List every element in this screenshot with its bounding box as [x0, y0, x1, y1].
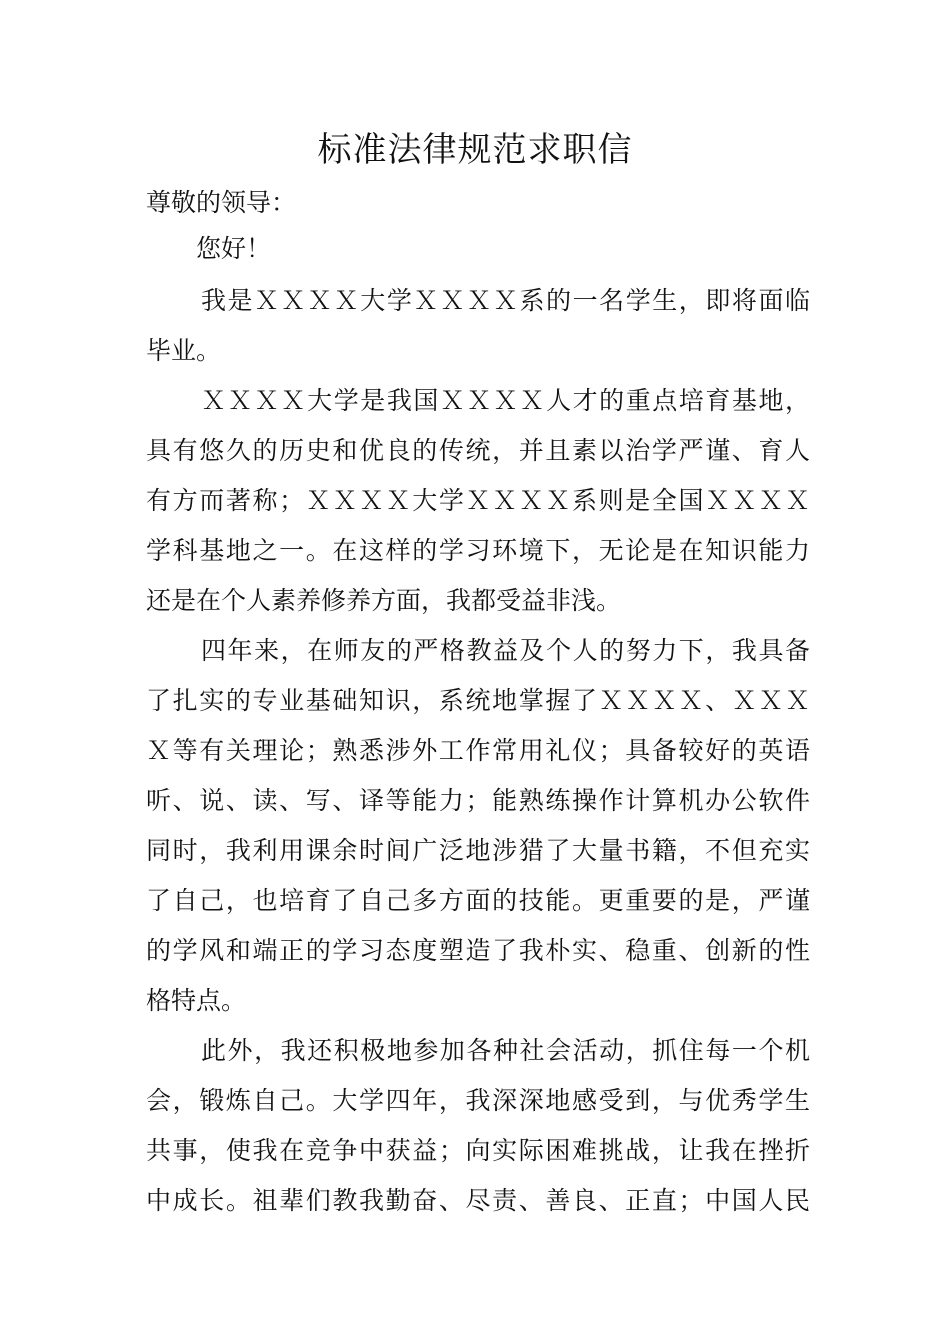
body-line: 格特点。	[146, 986, 247, 1015]
body-line: 了扎实的专业基础知识，系统地掌握了ＸＸＸＸ、ＸＸＸ	[146, 686, 810, 715]
body-line: 共事，使我在竞争中获益；向实际困难挑战，让我在挫折	[146, 1136, 810, 1165]
body-line: 我是ＸＸＸＸ大学ＸＸＸＸ系的一名学生，即将面临	[201, 286, 810, 315]
body-line: 的学风和端正的学习态度塑造了我朴实、稳重、创新的性	[146, 936, 810, 965]
salutation: 尊敬的领导：	[146, 188, 297, 217]
body-line: 同时，我利用课余时间广泛地涉猎了大量书籍，不但充实	[146, 836, 810, 865]
body-line: 还是在个人素养修养方面，我都受益非浅。	[146, 586, 622, 615]
body-line: 中成长。祖辈们教我勤奋、尽责、善良、正直；中国人民	[146, 1186, 810, 1215]
body-line: 具有悠久的历史和优良的传统，并且素以治学严谨、育人	[146, 436, 810, 465]
body-line: 了自己，也培育了自己多方面的技能。更重要的是，严谨	[146, 886, 810, 915]
body-line: 有方而著称；ＸＸＸＸ大学ＸＸＸＸ系则是全国ＸＸＸＸ	[146, 486, 810, 515]
body-line: 此外，我还积极地参加各种社会活动，抓住每一个机	[201, 1036, 810, 1065]
body-line: 听、说、读、写、译等能力；能熟练操作计算机办公软件	[146, 786, 810, 815]
greeting: 您好！	[196, 234, 272, 263]
body-line: 毕业。	[146, 336, 222, 365]
body-line: 学科基地之一。在这样的学习环境下，无论是在知识能力	[146, 536, 810, 565]
body-line: 会，锻炼自己。大学四年，我深深地感受到，与优秀学生	[146, 1086, 810, 1115]
body-line: Ｘ等有关理论；熟悉涉外工作常用礼仪；具备较好的英语	[146, 736, 810, 765]
body-line: 四年来，在师友的严格教益及个人的努力下，我具备	[201, 636, 810, 665]
letter-body	[146, 276, 810, 1226]
document-title: 标准法律规范求职信	[317, 130, 633, 170]
body-line: ＸＸＸＸ大学是我国ＸＸＸＸ人才的重点培育基地，	[201, 386, 810, 415]
